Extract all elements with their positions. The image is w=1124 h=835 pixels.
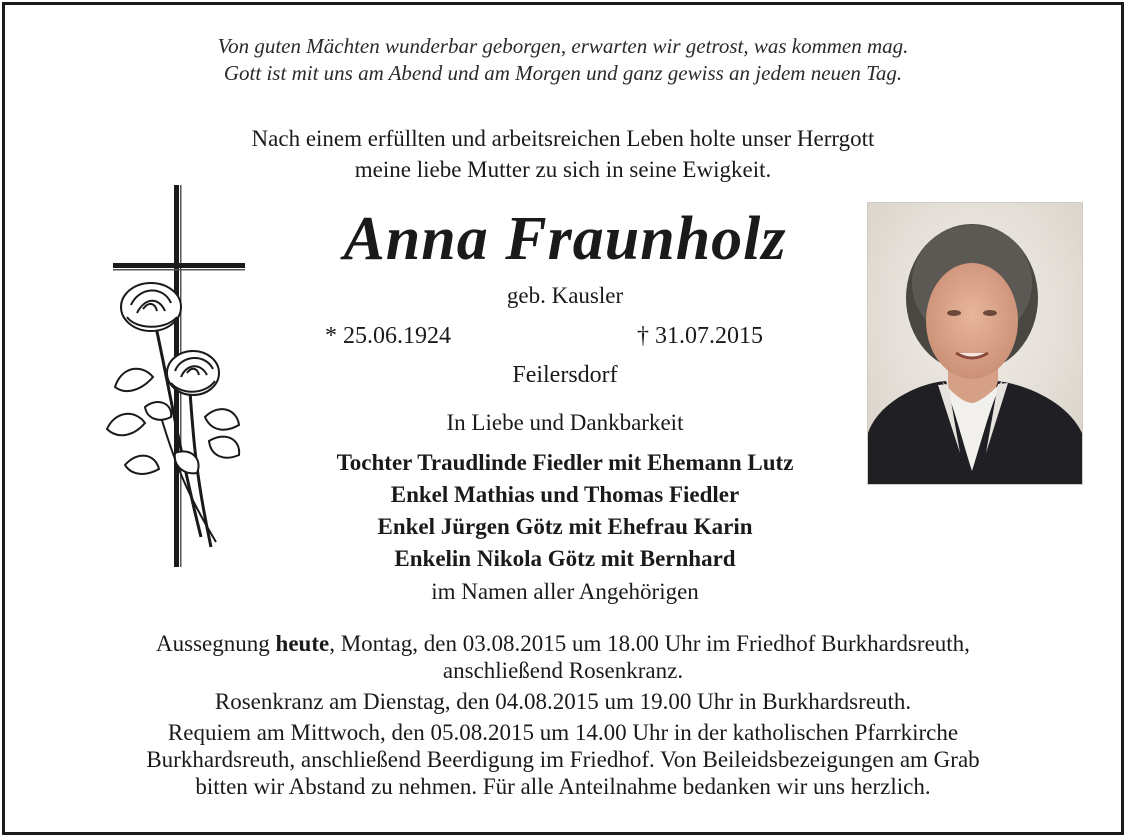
service-emphasis: heute — [275, 631, 330, 656]
mourner-line: Enkel Jürgen Götz mit Ehefrau Karin — [377, 514, 753, 539]
service-details — [5, 630, 1121, 800]
birth-date: * 25.06.1924 — [325, 323, 451, 349]
obituary-notice — [2, 2, 1124, 835]
service-paragraph-2: Rosenkranz am Dienstag, den 04.08.2015 um 19.00 Uhr in Burkhardsreuth. — [214, 689, 912, 714]
service-paragraph-3-line-3: bitten wir Abstand zu nehmen. Für alle Anteilnahme bedanken wir uns herzlich. — [195, 774, 931, 799]
service-paragraph-3-line-1: Requiem am Mittwoch, den 05.08.2015 um 14.00 Uhr in der katholischen Pfarrkirche — [167, 720, 959, 745]
motto-line-2: Gott ist mit uns am Abend und am Morgen und ganz gewiss an jedem neuen Tag. — [223, 61, 903, 85]
cross-with-roses-icon — [101, 177, 261, 577]
mourner-line: Tochter Traudlinde Fiedler mit Ehemann Lutz — [336, 450, 794, 475]
mourner-line: Enkel Mathias und Thomas Fiedler — [390, 482, 740, 507]
service-paragraph-3-line-2: Burkhardsreuth, anschließend Beerdigung im Friedhof. Von Beileidsbezeigungen am Grab — [146, 747, 980, 772]
maiden-name: geb. Kausler — [506, 283, 624, 308]
portrait-photo — [867, 202, 1083, 485]
mourner-line: Enkelin Nikola Götz mit Bernhard — [394, 546, 736, 571]
thanks-line: In Liebe und Dankbarkeit — [446, 410, 684, 435]
motto-line-1: Von guten Mächten wunderbar geborgen, erwarten wir getrost, was kommen mag. — [217, 34, 909, 58]
intro-text — [5, 123, 1121, 185]
on-behalf-line: im Namen aller Angehörigen — [431, 579, 699, 604]
service-paragraph-1 — [5, 630, 1121, 657]
service-text: , Montag, den 03.08.2015 um 18.00 Uhr im Friedhof Burkhardsreuth, — [329, 631, 970, 656]
motto — [5, 33, 1121, 87]
death-date: † 31.07.2015 — [637, 323, 763, 349]
service-paragraph-1-line-2: anschließend Rosenkranz. — [442, 658, 684, 683]
intro-line-2: meine liebe Mutter zu sich in seine Ewigkeit. — [354, 157, 772, 182]
deceased-name: Anna Fraunholz — [343, 205, 787, 273]
intro-line-1: Nach einem erfüllten und arbeitsreichen Leben holte unser Herrgott — [251, 126, 875, 151]
place: Feilersdorf — [512, 362, 618, 388]
mourners-list — [255, 447, 875, 575]
service-text: Aussegnung — [156, 631, 276, 656]
